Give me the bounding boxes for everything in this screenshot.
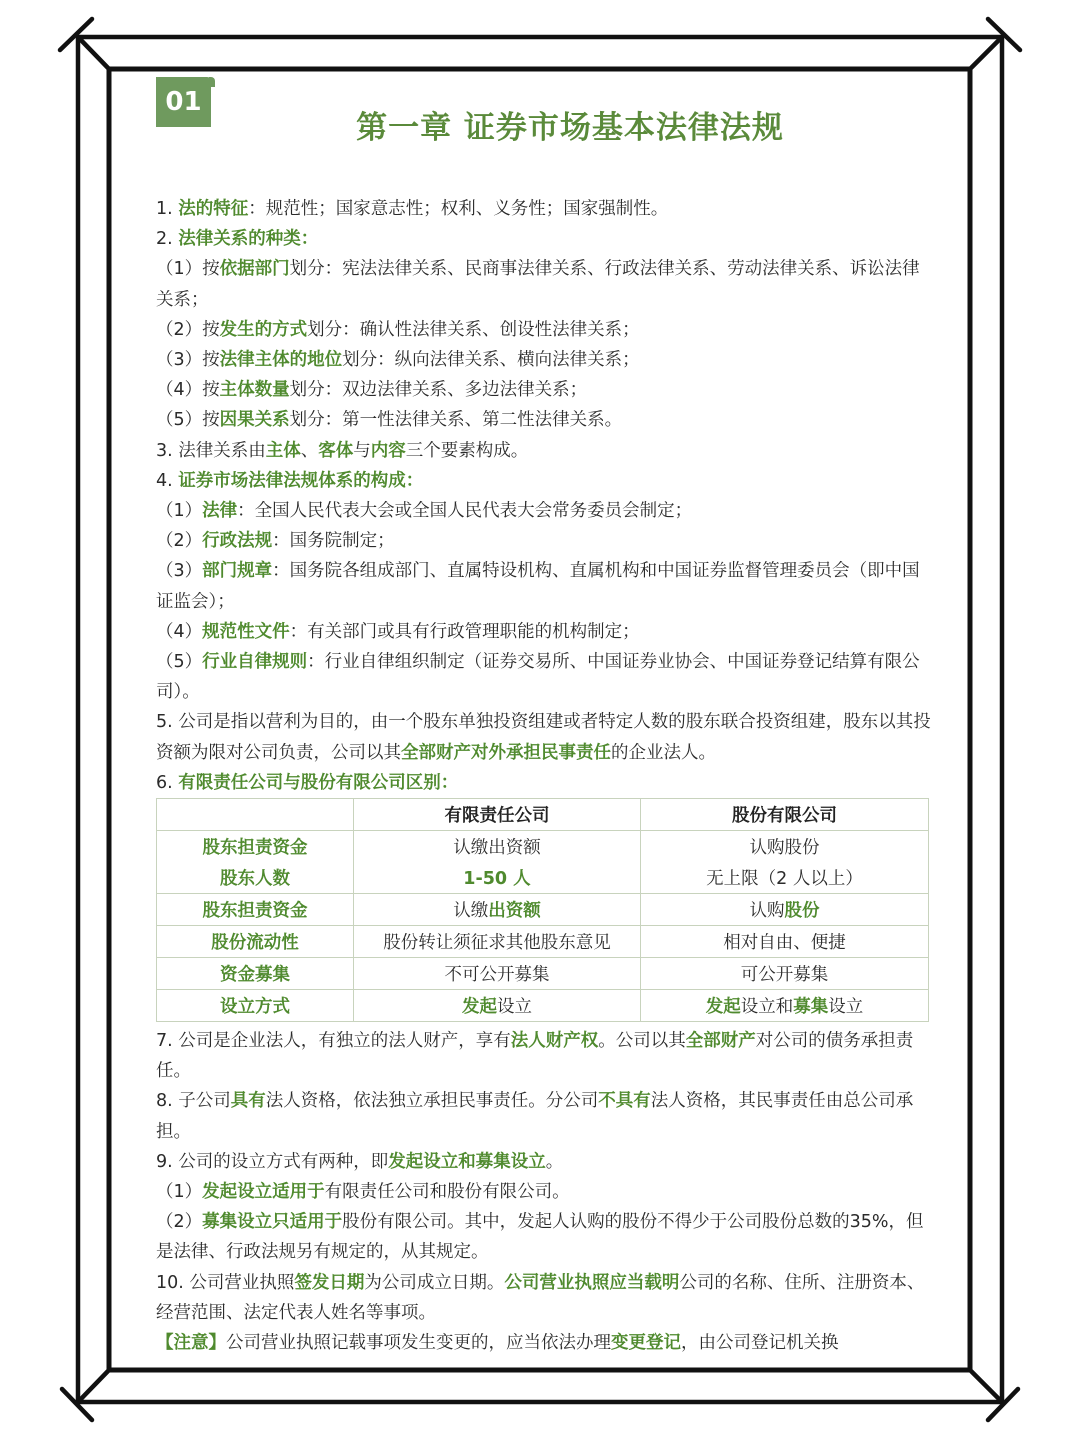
item-text: ：国务院各组成部门、直属特设机构、直属机构和中国证券监督管理委员会（即中国证监会）； [156,561,920,612]
item-text: ：国务院制定； [272,531,395,552]
highlight-text: 法的特征 [178,199,249,219]
item-text: 法人资格，依法独立承担民事责任。分公司 [265,1091,599,1112]
item-prefix: （3）按 [156,350,220,371]
item-number: 6. [156,772,179,793]
highlight-text: 募集 [793,997,829,1017]
item-prefix: 7. 公司是企业法人，有独立的法人财产，享有 [156,1031,511,1051]
highlight-text: 有限责任公司与股份有限公司区别： [178,772,459,793]
item-text: ：有关部门或具有行政管理职能的机构制定； [289,621,640,642]
table-row [157,894,929,926]
highlight-text: 部门规章 [202,561,273,582]
table-header-empty [157,799,354,831]
item-text: ：行业自律组织制定（证券交易所、中国证券业协会、中国证券登记结算有限公司）。 [156,652,920,703]
item-text: ：规范性；国家意志性；权利、义务性；国家强制性。 [248,199,669,219]
cell-jsc: 可公开募集 [641,958,929,990]
item-text: 划分：宪法法律关系、民商事法律关系、行政法律关系、劳动法律关系、诉讼法律关系； [156,259,920,310]
item-text: 法人资格，其民事责任由总公司承担。 [156,1091,914,1142]
table-row [157,926,929,958]
highlight-text: 全部财产 [685,1031,756,1051]
highlight-text: 法律 [202,501,238,522]
table-header-llc: 有限责任公司 [354,799,641,831]
item-text: 。 [545,1151,564,1172]
row-label: 设立方式 [157,990,354,1022]
cell-jsc: 认购股份 [641,831,929,863]
cell-jsc [641,990,929,1022]
item-prefix: （4）按 [156,380,220,401]
item-3 [156,436,931,466]
highlight-text: 发起设立和募集设立 [388,1151,546,1172]
highlight-text: 公司营业执照应当载明 [504,1272,680,1293]
highlight-text: 规范性文件 [202,621,290,642]
item-4-3 [156,556,931,616]
item-text: 有限责任公司和股份有限公司。 [324,1182,570,1203]
item-prefix: （5）按 [156,410,220,431]
item-prefix: （1）按 [156,259,220,280]
item-text: 划分：第一性法律关系、第二性法律关系。 [289,410,623,431]
item-text: ：全国人民代表大会或全国人民代表大会常务委员会制定； [237,501,693,522]
item-4 [156,466,931,496]
item-prefix: （4） [156,621,203,642]
item-2-2 [156,315,931,345]
cell-jsc: 相对自由、便捷 [641,926,929,958]
cell-llc: 认缴出资额 [354,831,641,863]
item-9-2 [156,1207,931,1267]
highlight-text: 变更登记 [611,1333,681,1354]
highlight-text: 发起 [705,997,741,1017]
item-10 [156,1268,931,1328]
item-text: 划分：确认性法律关系、创设性法律关系； [307,319,640,340]
item-2-3 [156,345,931,375]
item-6 [156,768,931,798]
item-number: 4. [156,470,179,491]
table-header-jsc: 股份有限公司 [641,799,929,831]
item-2-5 [156,405,931,435]
row-label: 资金募集 [157,958,354,990]
item-prefix: （2） [156,1212,203,1233]
item-text: ，由公司登记机关换 [681,1333,839,1354]
company-comparison-table [156,798,929,1022]
item-text: 为公司成立日期。 [364,1272,505,1293]
highlight-text: 主体 [265,440,301,461]
item-1 [156,194,931,224]
item-text: 股份有限公司。其中，发起人认购的股份不得少于公司股份总数的35%，但是法律、行政法规另有规定的，从其规定。 [156,1212,924,1263]
notes-body-bottom [156,1026,931,1358]
cell-llc [354,894,641,926]
item-number: 2. [156,229,179,250]
highlight-text: 法律主体的地位 [219,350,343,371]
highlight-text: 发生的方式 [219,319,308,340]
item-prefix: 9. 公司的设立方式有两种，即 [156,1151,389,1172]
item-prefix: （1） [156,501,203,522]
item-7 [156,1026,931,1086]
item-5 [156,707,931,767]
item-2-1 [156,254,931,314]
table-row [157,990,929,1022]
item-4-4 [156,617,931,647]
highlight-text: 不具有 [598,1091,651,1112]
note-label: 【注意】 [156,1333,226,1354]
cell-llc [354,990,641,1022]
item-prefix: 10. 公司营业执照 [156,1272,295,1293]
table-header-row [157,799,929,831]
item-4-1 [156,496,931,526]
cell-text: 认购 [749,901,785,921]
item-text: 划分：双边法律关系、多边法律关系； [289,380,588,401]
item-text: 公司的名称、住所、注册资本、经营范围、法定代表人姓名等事项。 [156,1272,925,1323]
highlight-text: 行业自律规则 [202,652,308,673]
table-row [157,831,929,863]
highlight-text: 法律关系的种类： [178,229,319,250]
cell-jsc [641,894,929,926]
item-9 [156,1147,931,1177]
highlight-text: 主体数量 [219,380,290,401]
item-9-1 [156,1177,931,1207]
highlight-text: 具有 [230,1091,266,1112]
item-text: 公司营业执照记载事项发生变更的，应当依法办理 [226,1333,611,1354]
table-row [157,862,929,894]
item-text: 对公司的债务承担责任。 [156,1031,914,1082]
item-8 [156,1086,931,1146]
item-text: 。公司以其 [598,1031,686,1051]
item-prefix: （1） [156,1182,203,1203]
item-text: 、 [300,440,319,461]
item-prefix: （3） [156,561,203,582]
highlight-text: 行政法规 [202,531,273,552]
item-prefix: 3. 法律关系由 [156,440,266,461]
row-label: 股东担责资金 [157,894,354,926]
item-text: 划分：纵向法律关系、横向法律关系； [342,350,640,371]
item-prefix: （2） [156,531,203,552]
item-prefix: （5） [156,652,203,673]
row-label: 股东人数 [157,862,354,894]
highlight-text: 内容 [370,440,406,461]
item-prefix: 8. 子公司 [156,1091,231,1112]
item-text: 三个要素构成。 [405,440,529,461]
item-4-5 [156,647,931,707]
highlight-text: 证券市场法律法规体系的构成： [178,470,424,491]
item-number: 1. [156,199,179,219]
cell-text: 设立 [497,997,532,1017]
cell-text: 设立 [828,997,864,1017]
row-label: 股份流动性 [157,926,354,958]
highlight-text: 因果关系 [219,410,290,431]
row-label: 股东担责资金 [157,831,354,863]
item-2-4 [156,375,931,405]
highlight-text: 发起 [462,997,497,1017]
item-prefix: （2）按 [156,319,220,340]
cell-llc: 1-50 人 [354,862,641,894]
cell-text: 认缴 [453,901,489,921]
item-text: 与 [353,440,371,461]
item-2 [156,224,931,254]
item-4-2 [156,526,931,556]
note-line [156,1328,931,1358]
table-row [157,958,929,990]
highlight-text: 签发日期 [294,1272,365,1293]
highlight-text: 发起设立适用于 [202,1182,325,1203]
highlight-text: 法人财产权 [510,1031,599,1051]
notes-body-top [156,194,931,798]
item-text: 的企业法人。 [611,742,716,763]
highlight-text: 全部财产对外承担民事责任 [401,742,611,763]
highlight-text: 客体 [318,440,354,461]
highlight-text: 依据部门 [219,259,290,280]
cell-llc: 不可公开募集 [354,958,641,990]
item-prefix: 5. 公司是指以营利为目的，由一个股东单独投资组建或者特定人数的股东联合投资组建，股东以其投资额为限对公司负责，公司以其 [156,712,931,763]
highlight-text: 募集设立只适用于 [202,1212,343,1233]
highlight-text: 股份 [784,901,820,921]
chapter-number-badge: 01 [156,77,211,127]
page-title: 第一章 证券市场基本法律法规 [356,110,784,146]
cell-jsc: 无上限（2 人以上） [641,862,929,894]
highlight-text: 出资额 [488,901,541,921]
cell-llc: 股份转让须征求其他股东意见 [354,926,641,958]
cell-text: 设立和 [740,997,794,1017]
